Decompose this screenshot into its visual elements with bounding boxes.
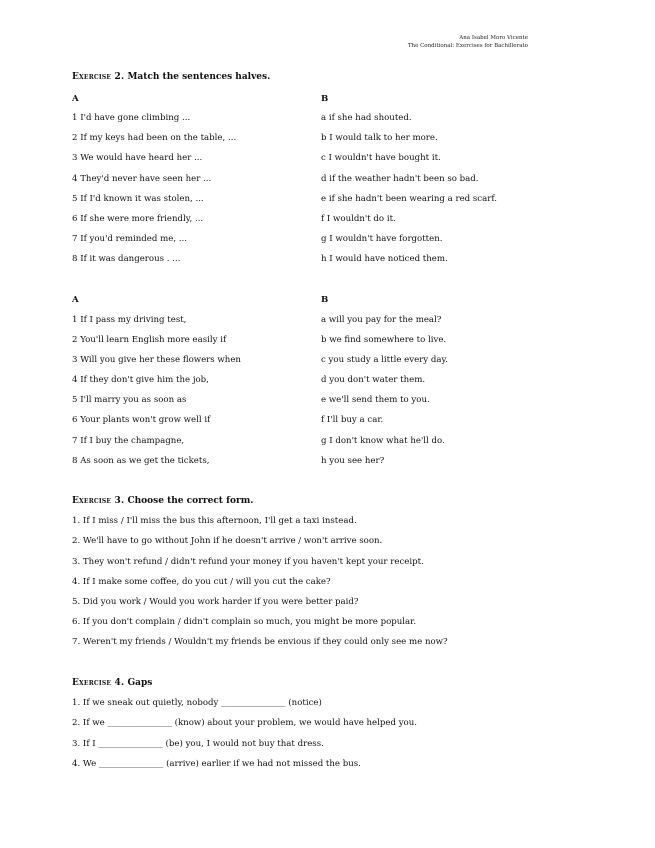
ex2-part2-a-item: 6 Your plants won't grow well if	[72, 415, 211, 425]
ex2-part2-a-item: 7 If I buy the champagne,	[72, 436, 185, 446]
ex2-part1-a-item: 8 If it was dangerous . ...	[72, 254, 181, 264]
ex4-item: 3. If I _______________ (be) you, I would not buy that dress.	[72, 739, 324, 749]
ex2-part2-a-item: 5 I'll marry you as soon as	[72, 395, 187, 405]
ex2-part1-b-item: d if the weather hadn't been so bad.	[321, 174, 479, 184]
ex2-part1-a-item: 4 They'd never have seen her ...	[72, 174, 212, 184]
ex2-part1-b-item: e if she hadn't been wearing a red scarf.	[321, 194, 497, 204]
ex2-part2-col-a-head: A	[72, 295, 79, 305]
ex2-part1-a-item: 7 If you'd reminded me, ...	[72, 234, 188, 244]
ex2-part1-b-item: h I would have noticed them.	[321, 254, 448, 264]
exercise-4-label: Exercise 4.	[72, 678, 125, 688]
exercise-2-label: Exercise 2.	[72, 72, 125, 82]
ex2-part2-col-b-head: B	[321, 295, 329, 305]
ex2-part1-a-item: 3 We would have heard her ...	[72, 153, 203, 163]
exercise-3-label: Exercise 3.	[72, 496, 125, 506]
ex2-part2-b-item: f I'll buy a car.	[321, 415, 384, 425]
ex2-part1-b-item: f I wouldn't do it.	[321, 214, 396, 224]
ex2-part1-a-item: 5 If I'd known it was stolen, ...	[72, 194, 204, 204]
exercise-2-title	[72, 72, 270, 82]
ex3-item: 5. Did you work / Would you work harder if you were better paid?	[72, 597, 359, 607]
ex2-part2-b-item: e we'll send them to you.	[321, 395, 430, 405]
ex2-part2-b-item: c you study a little every day.	[321, 355, 448, 365]
ex2-part1-b-item: c I wouldn't have bought it.	[321, 153, 441, 163]
ex3-item: 1. If I miss / I'll miss the bus this afternoon, I'll get a taxi instead.	[72, 516, 357, 526]
ex2-part1-col-a-head: A	[72, 94, 79, 104]
ex2-part2-a-item: 8 As soon as we get the tickets,	[72, 456, 210, 466]
ex2-part2-b-item: h you see her?	[321, 456, 385, 466]
ex3-item: 7. Weren't my friends / Wouldn't my friends be envious if they could only see me now?	[72, 637, 448, 647]
ex2-part1-b-item: b I would talk to her more.	[321, 133, 438, 143]
ex3-item: 3. They won't refund / didn't refund your money if you haven't kept your receipt.	[72, 557, 424, 567]
ex3-item: 6. If you don't complain / didn't complain so much, you might be more popular.	[72, 617, 417, 627]
ex2-part2-b-item: b we find somewhere to live.	[321, 335, 447, 345]
exercise-4-title	[72, 678, 152, 688]
ex2-part2-b-item: a will you pay for the meal?	[321, 315, 442, 325]
ex2-part1-a-item: 1 I'd have gone climbing ...	[72, 113, 191, 123]
ex4-item: 4. We _______________ (arrive) earlier if we had not missed the bus.	[72, 759, 361, 769]
ex4-item: 1. If we sneak out quietly, nobody _______________ (notice)	[72, 698, 322, 708]
ex2-part1-b-item: g I wouldn't have forgotten.	[321, 234, 443, 244]
exercise-2-instruction: Match the sentences halves.	[127, 72, 271, 82]
ex2-part1-a-item: 6 If she were more friendly, ...	[72, 214, 204, 224]
ex3-item: 4. If I make some coffee, do you cut / will you cut the cake?	[72, 577, 331, 587]
ex2-part1-a-item: 2 If my keys had been on the table, ...	[72, 133, 237, 143]
ex2-part2-a-item: 2 You'll learn English more easily if	[72, 335, 227, 345]
ex4-item: 2. If we _______________ (know) about your problem, we would have helped you.	[72, 718, 417, 728]
ex2-part1-col-b-head: B	[321, 94, 329, 104]
ex2-part1-b-item: a if she had shouted.	[321, 113, 412, 123]
header-author: Ana Isabel Moro Vicente	[459, 35, 528, 41]
exercise-3-instruction: Choose the correct form.	[127, 496, 254, 506]
ex2-part2-a-item: 4 If they don't give him the job,	[72, 375, 209, 385]
exercise-4-instruction: Gaps	[127, 678, 153, 688]
exercise-3-title	[72, 496, 253, 506]
page-header	[408, 34, 528, 50]
ex2-part2-b-item: d you don't water them.	[321, 375, 426, 385]
header-subtitle: The Conditional: Exercises for Bachillerato	[407, 43, 528, 49]
ex2-part2-a-item: 3 Will you give her these flowers when	[72, 355, 241, 365]
ex2-part2-b-item: g I don't know what he'll do.	[321, 436, 445, 446]
ex3-item: 2. We'll have to go without John if he doesn't arrive / won't arrive soon.	[72, 536, 383, 546]
ex2-part2-a-item: 1 If I pass my driving test,	[72, 315, 187, 325]
